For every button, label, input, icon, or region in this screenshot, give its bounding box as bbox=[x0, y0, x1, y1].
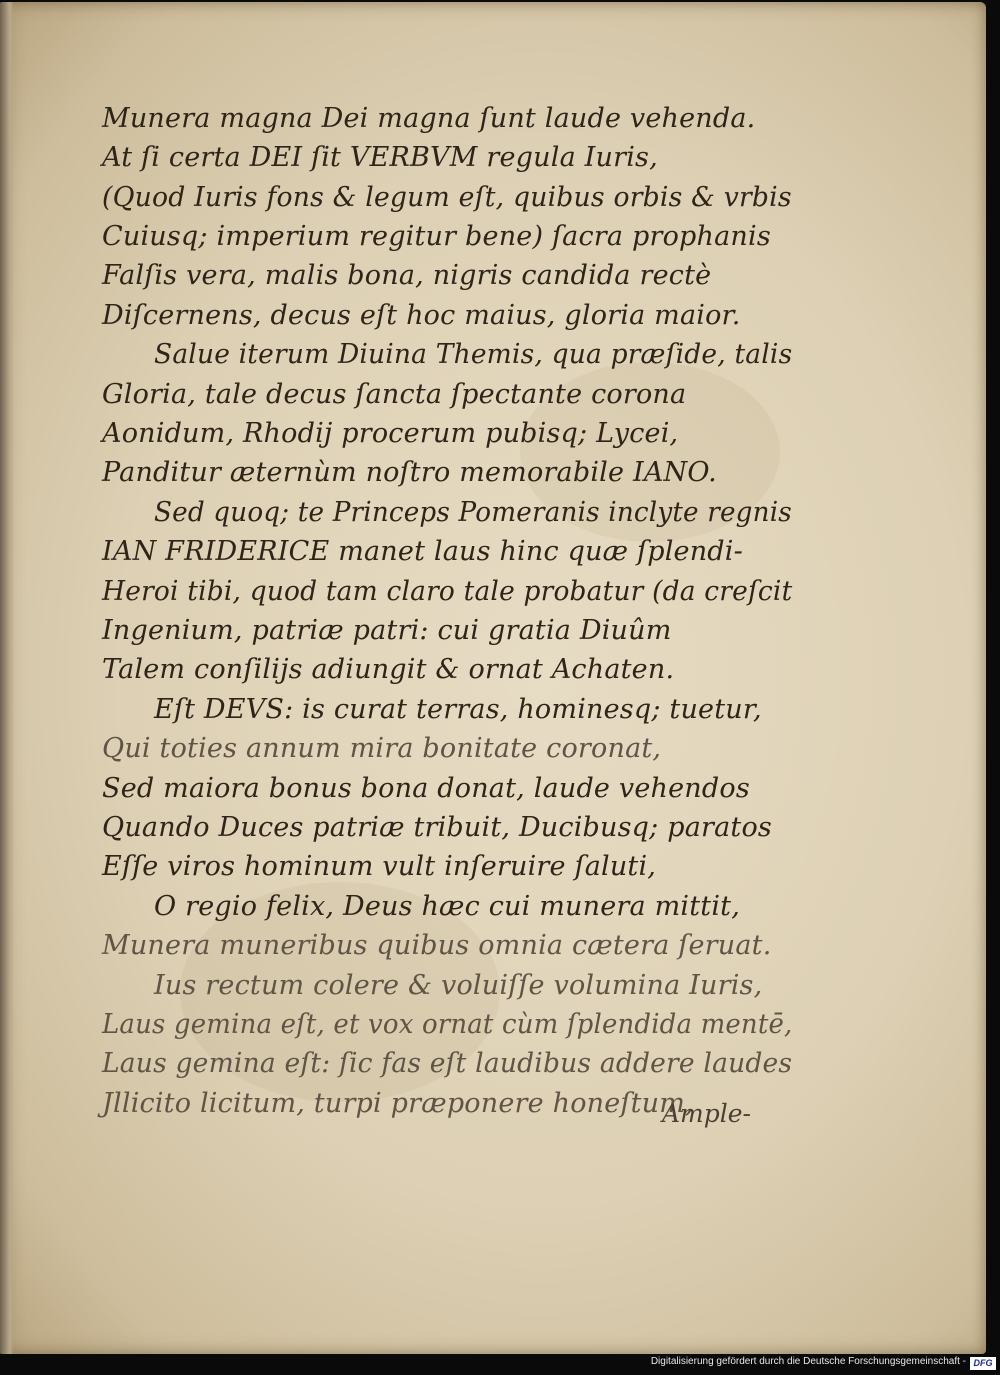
verse-line: Munera muneribus quibus omnia cætera ſeruat. bbox=[102, 930, 772, 961]
page-gutter-shadow bbox=[0, 2, 14, 1354]
verse-line: Laus gemina eſt: ſic fas eſt laudibus addere laudes bbox=[102, 1048, 793, 1079]
verse-line: Diſcernens, decus eſt hoc maius, gloria maior. bbox=[102, 300, 741, 331]
verse-line: Sed quoq; te Princeps Pomeranis inclyte regnis bbox=[154, 497, 792, 528]
catchword: Ample- bbox=[662, 1099, 752, 1128]
verse-line: Munera magna Dei magna ſunt laude vehenda. bbox=[102, 103, 756, 134]
verse-line: Ingenium, patriæ patri: cui gratia Diuûm bbox=[102, 615, 672, 646]
verse-line: Laus gemina eſt, et vox ornat cùm ſplendida mentē, bbox=[102, 1009, 793, 1040]
verse-line: Gloria, tale decus ſancta ſpectante corona bbox=[102, 379, 687, 410]
verse-line: Ius rectum colere & voluiſſe volumina Iuris, bbox=[154, 970, 763, 1001]
verse-line: Salue iterum Diuina Themis, qua præſide, talis bbox=[154, 339, 793, 370]
verse-line: Sed maiora bonus bona donat, laude vehendos bbox=[102, 773, 750, 804]
verse-line: At ſi certa DEI ſit VERBVM regula Iuris, bbox=[102, 142, 658, 173]
verse-line: Eſſe viros hominum vult inſeruire ſaluti, bbox=[102, 851, 657, 882]
verse-line: O regio felix, Deus hæc cui munera mittit, bbox=[154, 891, 740, 922]
verse-line: Eſt DEVS: is curat terras, hominesq; tuetur, bbox=[154, 694, 762, 725]
dfg-logo: DFG bbox=[970, 1357, 996, 1370]
verse-line: Heroi tibi, quod tam claro tale probatur (da creſcit bbox=[102, 576, 793, 607]
verse-line: (Quod Iuris fons & legum eſt, quibus orbis & vrbis bbox=[102, 182, 792, 213]
verse-line: Aonidum, Rhodij procerum pubisq; Lycei, bbox=[102, 418, 679, 449]
verse-line: IAN FRIDERICE manet laus hinc quæ ſplendi- bbox=[102, 536, 743, 567]
verse-line: Quando Duces patriæ tribuit, Ducibusq; paratos bbox=[102, 812, 772, 843]
verse-line: Qui toties annum mira bonitate coronat, bbox=[102, 733, 662, 764]
book-page bbox=[0, 2, 986, 1354]
verse-line: Panditur æternùm noſtro memorabile IANO. bbox=[102, 457, 717, 488]
verse-line: Talem conſilijs adiungit & ornat Achaten. bbox=[102, 654, 675, 685]
verse-line: Falſis vera, malis bona, nigris candida rectè bbox=[102, 260, 712, 291]
verse-line: Jllicito licitum, turpi præponere honeſtum, bbox=[102, 1088, 694, 1119]
digitization-credit: Digitalisierung gefördert durch die Deutsche Forschungsgemeinschaft - bbox=[650, 1356, 966, 1367]
verse-line: Cuiusq; imperium regitur bene) ſacra prophanis bbox=[102, 221, 771, 252]
